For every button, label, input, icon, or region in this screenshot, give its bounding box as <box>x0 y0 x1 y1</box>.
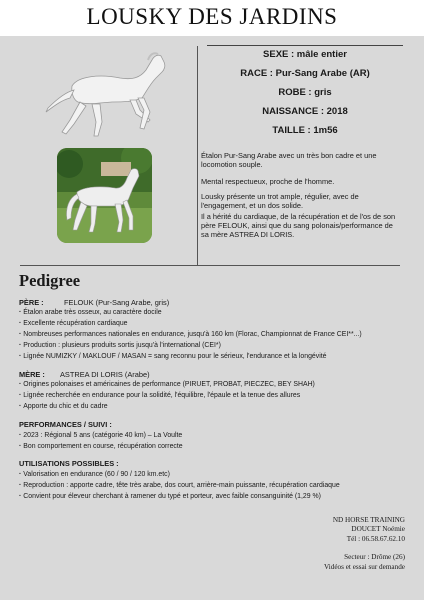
fact-taille: TAILLE : 1m56 <box>272 125 338 136</box>
mere-label: MÈRE : <box>19 370 45 379</box>
horse-photo-cutout <box>40 48 170 140</box>
description-p2: Mental respectueux, proche de l'homme. <box>201 177 335 186</box>
mere-bullet: · Origines polonaises et américaines de performance (PIRUET, PROBAT, PIECZEC, BEY SHAH) <box>19 381 315 388</box>
performances-label: PERFORMANCES / SUIVI : <box>19 420 112 429</box>
utilisations-bullet: · Convient pour éleveur cherchant à ramener du typé et porteur, avec faible consanguinité (1,29 %) <box>19 493 321 500</box>
footer-phone[interactable]: Tél : 06.58.67.62.10 <box>346 535 405 543</box>
mere-bullet: · Lignée recherchée en endurance pour la solidité, l'équilibre, l'épaule et la tenue des allures <box>19 392 300 399</box>
pere-value: FELOUK (Pur-Sang Arabe, gris) <box>64 298 170 307</box>
fact-race: RACE : Pur-Sang Arabe (AR) <box>240 68 370 79</box>
utilisations-label: UTILISATIONS POSSIBLES : <box>19 459 119 468</box>
footer-name: DOUCET Noémie <box>351 525 405 533</box>
footer-secteur: Secteur : Drôme (26) <box>344 553 405 561</box>
divider-vertical <box>197 46 198 266</box>
divider-middle <box>20 265 400 266</box>
footer-videos: Vidéos et essai sur demande <box>323 563 405 571</box>
pere-bullet: · Étalon arabe très osseux, au caractère docile <box>19 309 162 316</box>
footer-company: ND HORSE TRAINING <box>332 516 405 524</box>
divider-top <box>207 45 403 46</box>
pere-label: PÈRE : <box>19 298 44 307</box>
pere-bullet: · Lignée NUMIZKY / MAKLOUF / MASAN = sang reconnu pour le sérieux, l'endurance et la longévité <box>19 353 327 360</box>
pere-bullet: · Production : plusieurs produits sortis jusqu'à l'international (CEI*) <box>19 342 221 349</box>
page-title: LOUSKY DES JARDINS <box>86 4 338 29</box>
fact-sexe: SEXE : mâle entier <box>263 49 347 60</box>
performances-bullet: · Bon comportement en course, récupération correcte <box>19 443 183 450</box>
horse-photo-outdoor <box>57 148 152 243</box>
description-p4: Il a hérité du cardiaque, de la récupération et de l'os de son père FELOUK, ainsi que du sang polonais/performance de sa mère ASTREA DI LORIS. <box>201 212 396 239</box>
mere-bullet: · Apporte du chic et du cadre <box>19 403 108 410</box>
mere-value: ASTREA DI LORIS (Arabe) <box>60 370 150 379</box>
utilisations-bullet: · Reproduction : apporte cadre, tête très arabe, dos court, arrière-main puissante, récupération cardiaque <box>19 482 340 489</box>
description-p3: Lousky présente un trot ample, régulier, avec de l'engagement, et un dos solide. <box>201 192 359 210</box>
fact-robe: ROBE : gris <box>278 87 332 98</box>
utilisations-bullet: · Valorisation en endurance (60 / 90 / 120 km.etc) <box>19 471 170 478</box>
pedigree-heading: Pedigree <box>19 271 81 290</box>
pere-bullet: · Excellente récupération cardiaque <box>19 320 128 327</box>
pere-bullet: · Nombreuses performances nationales en endurance, jusqu'à 160 km (Florac, Championnat de France CEI**...) <box>19 331 362 338</box>
fact-naissance: NAISSANCE : 2018 <box>262 106 348 117</box>
description-p1: Étalon Pur-Sang Arabe avec un très bon cadre et une locomotion souple. <box>201 151 377 169</box>
performances-bullet: · 2023 : Régional 5 ans (catégorie 40 km) – La Voulte <box>19 432 182 439</box>
